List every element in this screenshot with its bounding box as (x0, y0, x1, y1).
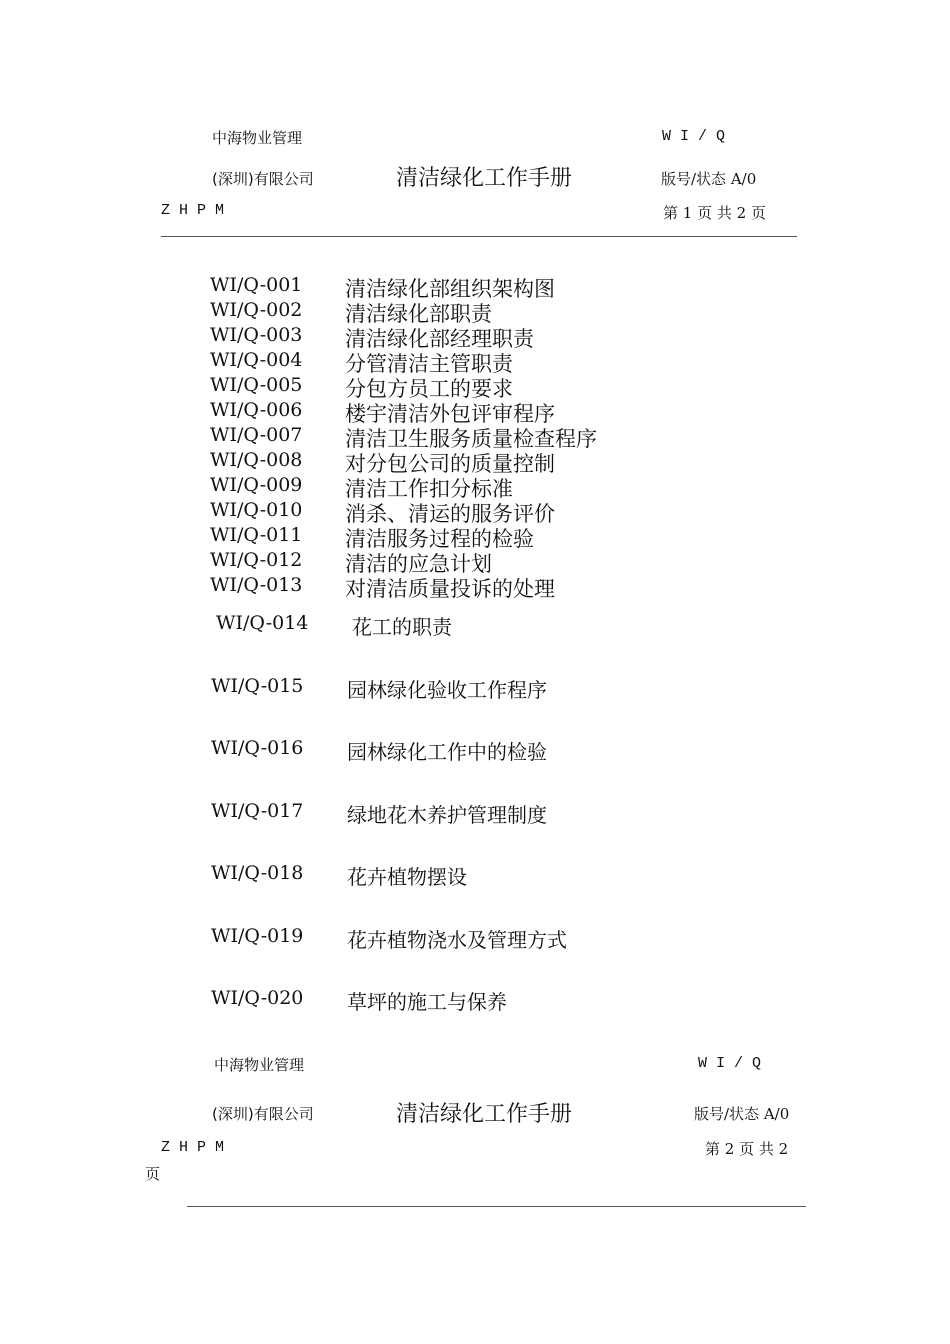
toc-title: 消杀、清运的服务评价 (345, 502, 555, 526)
toc-code: WI/Q-019 (211, 925, 304, 947)
toc-code: WI/Q-018 (211, 862, 304, 884)
toc-code: WI/Q-003 (210, 324, 303, 346)
page-number: 第 1 页 共 2 页 (663, 204, 766, 222)
toc-title: 清洁绿化部职责 (345, 302, 492, 326)
doc-code: W I / Q (698, 1055, 762, 1072)
toc-title: 花卉植物浇水及管理方式 (347, 928, 567, 952)
toc-code: WI/Q-007 (210, 424, 303, 446)
toc-code: WI/Q-016 (211, 737, 304, 759)
manual-title: 清洁绿化工作手册 (396, 166, 573, 191)
toc-code: WI/Q-014 (216, 612, 309, 634)
toc-title: 绿地花木养护管理制度 (347, 803, 547, 827)
toc-code: WI/Q-008 (210, 449, 303, 471)
toc-title: 清洁绿化部组织架构图 (345, 277, 555, 301)
toc-title: 楼宇清洁外包评审程序 (345, 402, 555, 426)
toc-code: WI/Q-006 (210, 399, 303, 421)
toc-title: 园林绿化验收工作程序 (347, 678, 547, 702)
page-number-wrap: 页 (145, 1165, 161, 1183)
doc-code: W I / Q (662, 128, 726, 145)
company-abbrev: Z H P M (161, 202, 225, 219)
manual-title: 清洁绿化工作手册 (396, 1102, 573, 1127)
toc-code: WI/Q-004 (210, 349, 303, 371)
toc-code: WI/Q-013 (210, 574, 303, 596)
toc-code: WI/Q-020 (211, 987, 304, 1009)
toc-title: 清洁绿化部经理职责 (345, 327, 534, 351)
toc-title: 清洁的应急计划 (345, 552, 492, 576)
page-number: 第 2 页 共 2 (705, 1140, 789, 1158)
toc-code: WI/Q-012 (210, 549, 303, 571)
toc-code: WI/Q-010 (210, 499, 303, 521)
toc-title: 分管清洁主管职责 (345, 352, 513, 376)
toc-code: WI/Q-011 (210, 524, 303, 546)
toc-code: WI/Q-017 (211, 800, 304, 822)
toc-title: 清洁卫生服务质量检查程序 (345, 427, 597, 451)
version-status: 版号/状态 A/0 (694, 1105, 790, 1123)
toc-title: 园林绿化工作中的检验 (347, 740, 547, 764)
toc-title: 分包方员工的要求 (345, 377, 513, 401)
header-divider (161, 236, 797, 237)
toc-title: 清洁工作扣分标准 (345, 477, 513, 501)
toc-title: 草坪的施工与保养 (347, 990, 507, 1014)
company-name-line1: 中海物业管理 (212, 129, 303, 147)
company-name-line2: (深圳)有限公司 (212, 170, 314, 188)
toc-title: 花卉植物摆设 (347, 865, 467, 889)
toc-code: WI/Q-002 (210, 299, 303, 321)
company-name-line1: 中海物业管理 (214, 1056, 305, 1074)
toc-title: 花工的职责 (352, 615, 452, 639)
version-status: 版号/状态 A/0 (661, 170, 757, 188)
company-abbrev: Z H P M (161, 1139, 225, 1156)
company-name-line2: (深圳)有限公司 (212, 1105, 314, 1123)
toc-code: WI/Q-001 (210, 274, 303, 296)
toc-code: WI/Q-015 (211, 675, 304, 697)
toc-title: 清洁服务过程的检验 (345, 527, 534, 551)
toc-title: 对分包公司的质量控制 (345, 452, 555, 476)
toc-code: WI/Q-009 (210, 474, 303, 496)
toc-title: 对清洁质量投诉的处理 (345, 577, 555, 601)
toc-code: WI/Q-005 (210, 374, 303, 396)
header-divider (187, 1206, 806, 1207)
